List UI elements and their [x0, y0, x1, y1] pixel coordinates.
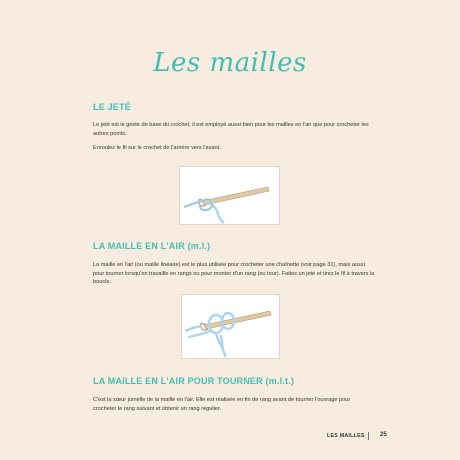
page-title: Les mailles	[153, 48, 307, 78]
illustration-jete	[179, 166, 280, 225]
footer-divider	[368, 432, 369, 440]
paragraph-jete-instruction: Enroulez le fil sur le crochet de l'arrière vers l'avant.	[93, 145, 221, 151]
paragraph-maille-en-lair-pour-tourner: C'est la sœur jumelle de la maille en l'air. Elle est réalisée en fin de rang avant de tourner l'ouvrage pour crocheter le rang suivant et obtenir un rang régulier.	[93, 397, 351, 412]
paragraph-jete-intro: Le jeté est le geste de base du crochet, il est employé aussi bien pour les mailles en l'air que pour crocheter les autres points.	[93, 122, 369, 137]
crochet-hook-chain-stitch-icon	[182, 295, 279, 358]
paragraph-maille-en-lair: La maille en l'air (ou maille linéaire) est le plus utilisée pour crocheter une chaînette (voir page 31), mais aussi pour tourner lorsqu'on travaille en rangs ou pour monter d'un rang (ou tour). Faites un jeté et tirez le fil à travers la boucle.	[93, 262, 375, 286]
crochet-hook-yarn-over-icon	[180, 167, 279, 224]
section-heading-maille-en-lair-pour-tourner: LA MAILLE EN L'AIR POUR TOURNER (m.l.t.)	[93, 376, 295, 386]
footer-page-number: 25	[380, 432, 387, 438]
illustration-maille-en-lair	[181, 294, 280, 359]
section-heading-maille-en-lair: LA MAILLE EN L'AIR (m.l.)	[93, 241, 211, 251]
footer-section-label: LES MAILLES	[327, 433, 365, 439]
section-heading-jete: LE JETÉ	[93, 102, 131, 112]
